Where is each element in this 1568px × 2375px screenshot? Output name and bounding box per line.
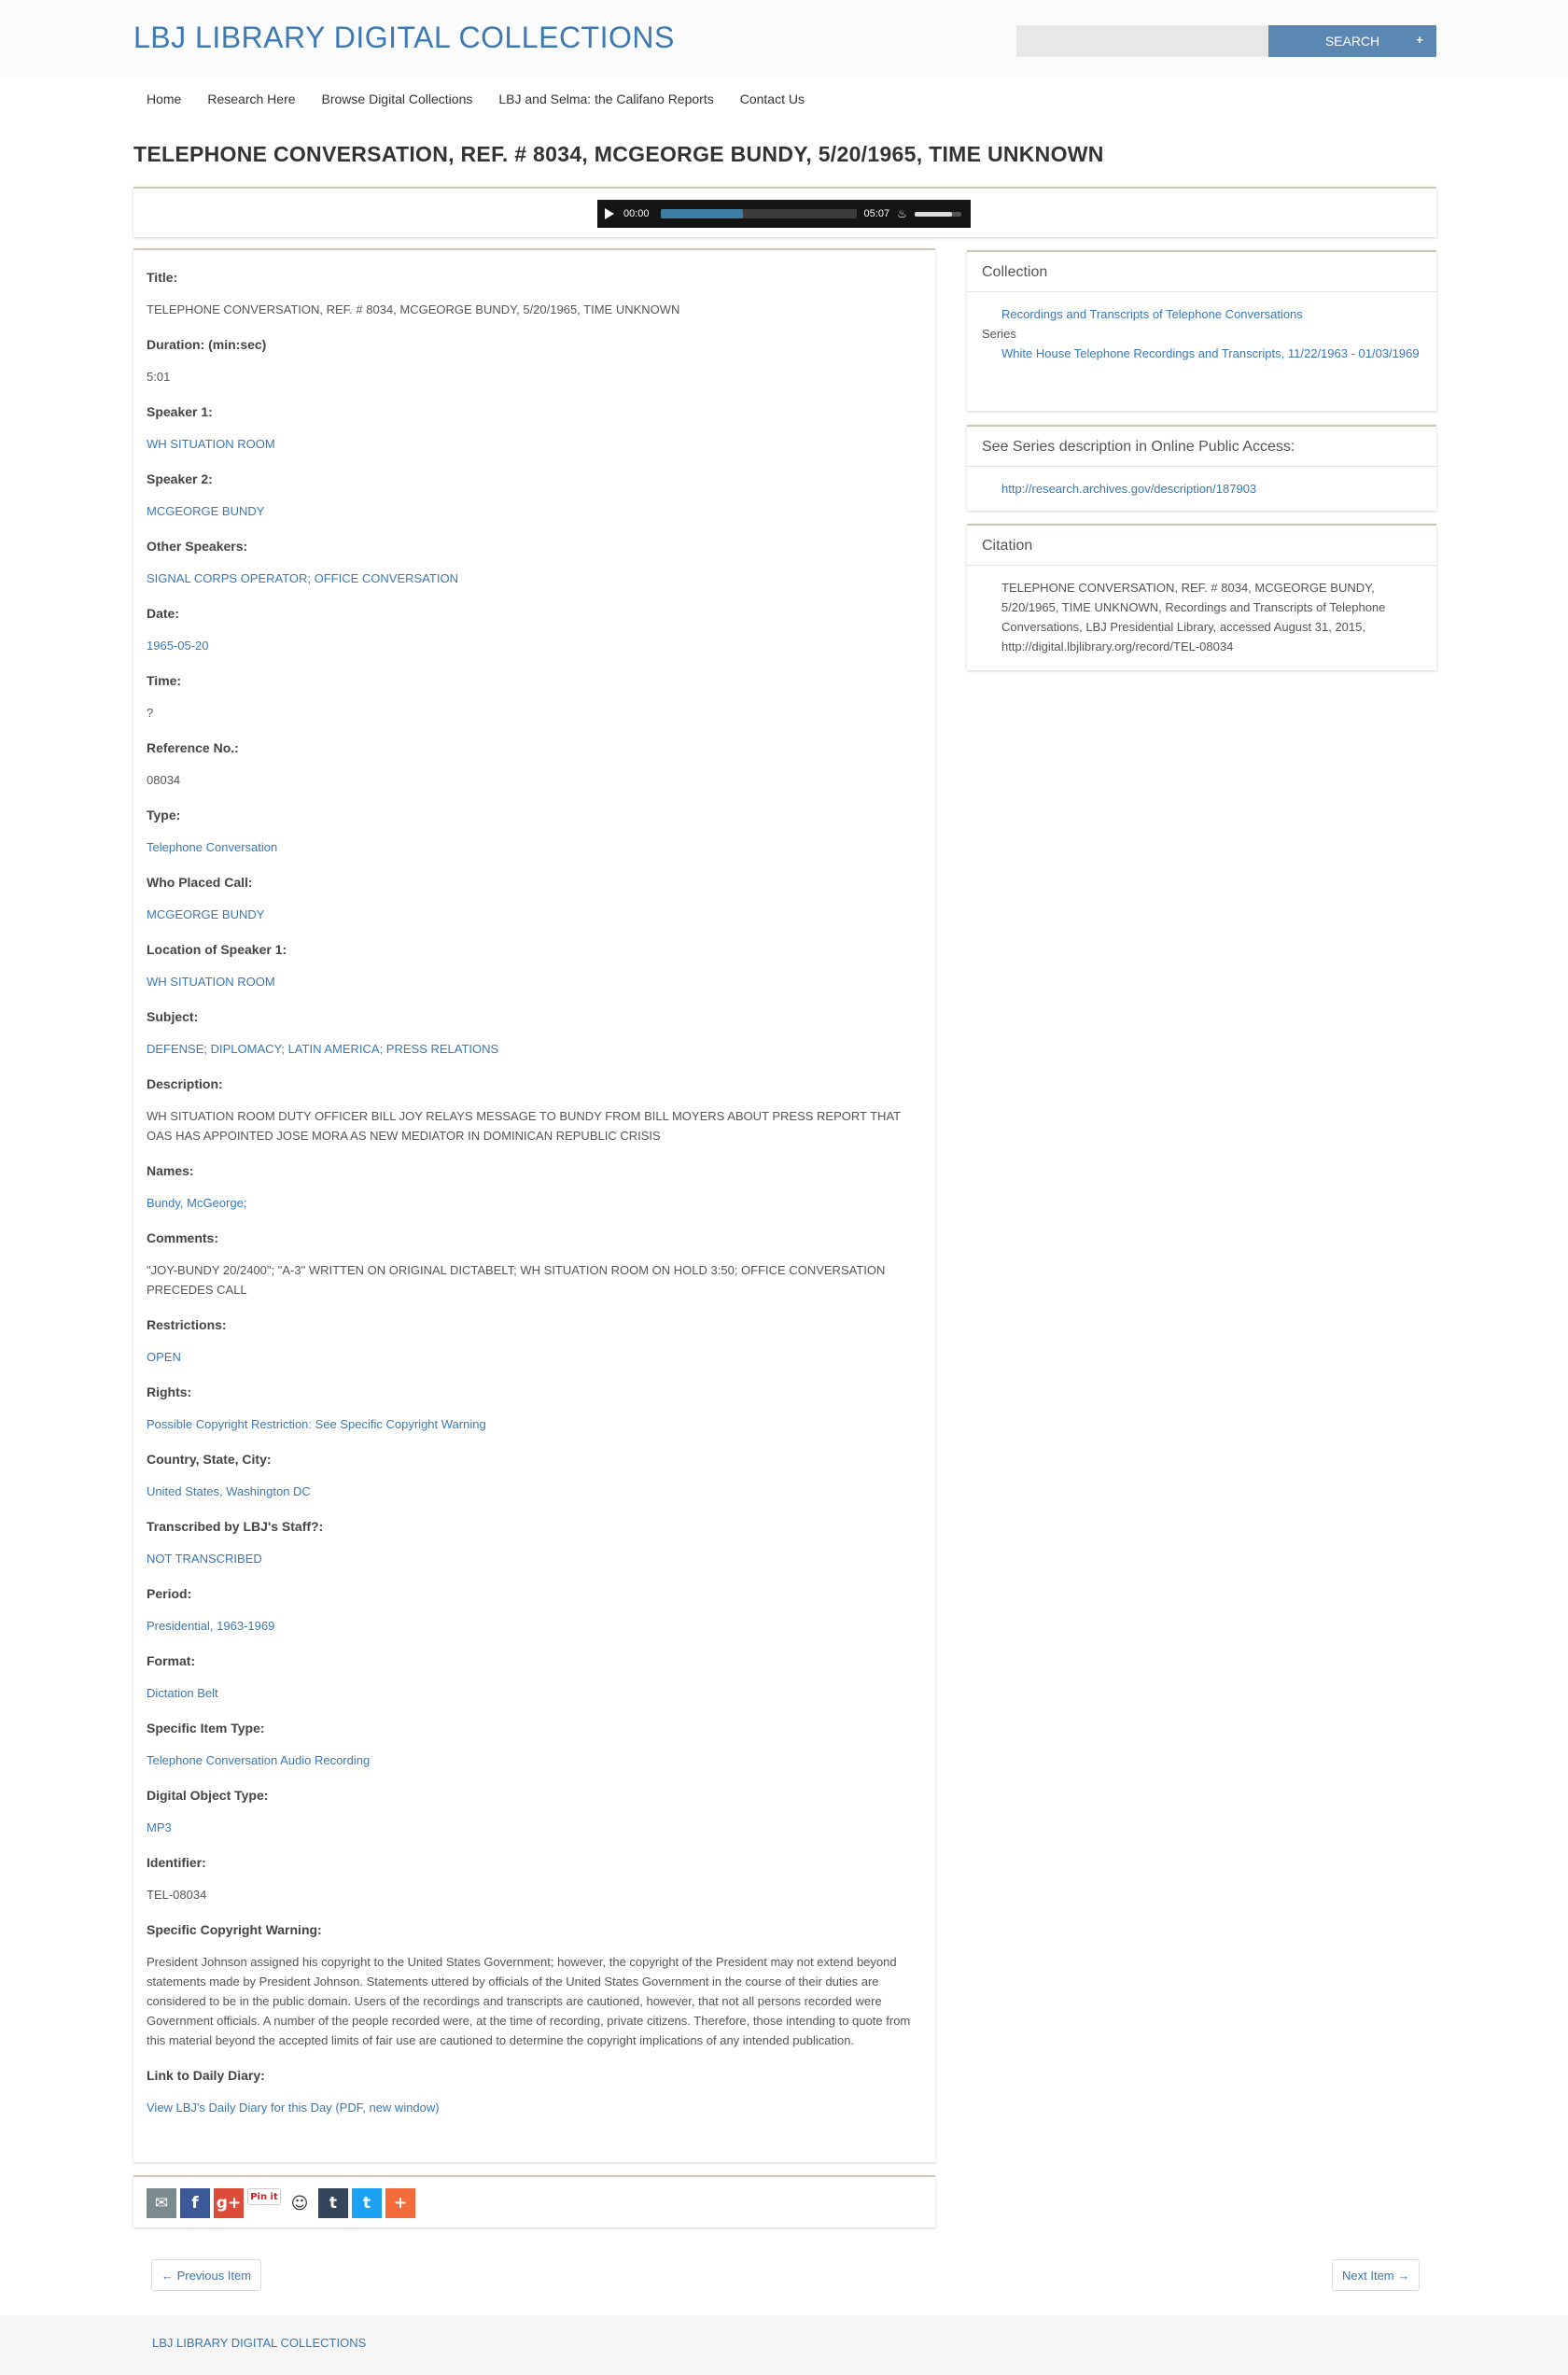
- field-value[interactable]: OPEN: [147, 1350, 181, 1364]
- nav-lbj-and-selma[interactable]: LBJ and Selma: the Califano Reports: [498, 91, 714, 106]
- share-icons: [147, 2188, 415, 2218]
- field-label: Rights:: [147, 1384, 192, 1399]
- field-label: Description:: [147, 1076, 223, 1091]
- search-button-label: SEARCH: [1324, 34, 1380, 49]
- current-time: 00:00: [623, 208, 650, 219]
- footer-title[interactable]: LBJ LIBRARY DIGITAL COLLECTIONS: [152, 2336, 367, 2350]
- search-button[interactable]: [1268, 25, 1436, 57]
- citation-text: TELEPHONE CONVERSATION, REF. # 8034, MCGEORGE BUNDY, 5/20/1965, TIME UNKNOWN, Recordings and Transcripts of Telephone Conversations, LBJ Presidential Library, accessed August 31, 2015, http://digital.lbjlibrary.org/record/TEL-08034: [1001, 581, 1386, 653]
- nav-home[interactable]: Home: [147, 91, 182, 106]
- field-label: Identifier:: [147, 1855, 206, 1870]
- field-value[interactable]: Telephone Conversation: [147, 840, 278, 854]
- field-value[interactable]: Dictation Belt: [147, 1686, 218, 1700]
- field-label: Duration: (min:sec): [147, 337, 267, 352]
- field-label: Speaker 2:: [147, 471, 213, 486]
- volume-icon[interactable]: ♨: [897, 207, 907, 220]
- site-title[interactable]: LBJ LIBRARY DIGITAL COLLECTIONS: [133, 21, 675, 54]
- field-label: Names:: [147, 1163, 194, 1178]
- field-label: Link to Daily Diary:: [147, 2068, 265, 2083]
- field-label: Reference No.:: [147, 740, 239, 755]
- pinterest-icon[interactable]: Pin it: [247, 2188, 281, 2205]
- field-value: ?: [147, 706, 154, 720]
- field-value: "JOY-BUNDY 20/2400"; "A-3" WRITTEN ON ORIGINAL DICTABELT; WH SITUATION ROOM ON HOLD 3:50; OFFICE CONVERSATION PRECEDES CALL: [147, 1263, 886, 1297]
- volume-slider[interactable]: [915, 212, 961, 217]
- field-label: Time:: [147, 673, 182, 688]
- field-value[interactable]: MCGEORGE BUNDY: [147, 907, 265, 921]
- metadata-fields: [147, 269, 922, 2117]
- twitter-icon[interactable]: t: [352, 2188, 382, 2218]
- field-value[interactable]: NOT TRANSCRIBED: [147, 1552, 262, 1566]
- site-header: [0, 0, 1568, 78]
- field-label: Who Placed Call:: [147, 875, 253, 890]
- field-value[interactable]: Bundy, McGeorge;: [147, 1196, 247, 1210]
- citation-panel: [967, 524, 1436, 670]
- progress-fill: [661, 209, 743, 218]
- field-value: TELEPHONE CONVERSATION, REF. # 8034, MCGEORGE BUNDY, 5/20/1965, TIME UNKNOWN: [147, 302, 680, 316]
- field-label: Other Speakers:: [147, 539, 248, 554]
- field-label: Specific Copyright Warning:: [147, 1922, 322, 1937]
- field-value[interactable]: View LBJ's Daily Diary for this Day (PDF, new window): [147, 2101, 440, 2115]
- reddit-icon[interactable]: ☺: [285, 2188, 315, 2218]
- field-value[interactable]: Presidential, 1963-1969: [147, 1619, 275, 1633]
- metadata-card: [133, 248, 935, 2162]
- field-value: WH SITUATION ROOM DUTY OFFICER BILL JOY RELAYS MESSAGE TO BUNDY FROM BILL MOYERS ABOUT PRESS REPORT THAT OAS HAS APPOINTED JOSE MORA AS NEW MEDIATOR IN DOMINICAN REPUBLIC CRISIS: [147, 1109, 901, 1143]
- field-label: Speaker 1:: [147, 404, 213, 419]
- play-icon[interactable]: [605, 208, 614, 219]
- audio-player: [597, 200, 971, 228]
- total-time: 05:07: [863, 208, 890, 219]
- progress-bar[interactable]: [661, 209, 857, 218]
- player-card: [133, 187, 1436, 237]
- collection-heading: Collection: [967, 252, 1436, 292]
- citation-heading: Citation: [967, 526, 1436, 566]
- field-value[interactable]: WH SITUATION ROOM: [147, 437, 275, 451]
- share-card: [133, 2175, 935, 2227]
- main-nav: [133, 90, 818, 108]
- field-label: Title:: [147, 270, 178, 285]
- field-value: 08034: [147, 773, 181, 787]
- field-label: Country, State, City:: [147, 1452, 272, 1467]
- field-label: Period:: [147, 1586, 192, 1601]
- field-value[interactable]: WH SITUATION ROOM: [147, 975, 275, 989]
- field-label: Restrictions:: [147, 1317, 227, 1332]
- field-value: President Johnson assigned his copyright to the United States Government; however, the copyright of the President may not extend beyond statements made by President Johnson. Statements uttered by officials of the United States Government in the course of their duties are considered to be in the public domain. Users of the recordings and transcripts are cautioned, however, that not all persons recorded were Government officials. A number of the people recorded were, at the time of recording, private citizens. Therefore, those intending to quote from this material beyond the accepted limits of fair use are cautioned to determine the copyright implications of any intended publication.: [147, 1955, 911, 2047]
- field-label: Location of Speaker 1:: [147, 942, 287, 957]
- nav-research-here[interactable]: Research Here: [207, 91, 296, 106]
- nav-browse-digital-collections[interactable]: Browse Digital Collections: [321, 91, 473, 106]
- next-item-button[interactable]: Next Item →: [1332, 2259, 1420, 2291]
- field-value[interactable]: DEFENSE; DIPLOMACY; LATIN AMERICA; PRESS RELATIONS: [147, 1042, 499, 1056]
- field-label: Specific Item Type:: [147, 1721, 265, 1736]
- field-value[interactable]: MCGEORGE BUNDY: [147, 504, 265, 518]
- previous-item-button[interactable]: ← Previous Item: [151, 2259, 261, 2291]
- volume-fill: [915, 212, 952, 217]
- page-title: TELEPHONE CONVERSATION, REF. # 8034, MCGEORGE BUNDY, 5/20/1965, TIME UNKNOWN: [133, 142, 1104, 166]
- osa-heading: See Series description in Online Public Access:: [967, 427, 1436, 467]
- facebook-icon[interactable]: f: [180, 2188, 210, 2218]
- plus-icon: +: [1416, 33, 1423, 47]
- osa-link[interactable]: http://research.archives.gov/description/187903: [1001, 482, 1257, 496]
- site-footer: [0, 2315, 1568, 2375]
- series-label: Series: [982, 327, 1016, 341]
- email-icon[interactable]: ✉: [147, 2188, 176, 2218]
- field-label: Transcribed by LBJ's Staff?:: [147, 1519, 324, 1534]
- field-value: TEL-08034: [147, 1888, 207, 1902]
- field-label: Comments:: [147, 1230, 219, 1245]
- search-input[interactable]: [1016, 25, 1268, 57]
- field-value[interactable]: Telephone Conversation Audio Recording: [147, 1753, 371, 1767]
- series-link[interactable]: White House Telephone Recordings and Transcripts, 11/22/1963 - 01/03/1969: [1001, 346, 1420, 360]
- field-label: Digital Object Type:: [147, 1788, 269, 1803]
- field-label: Date:: [147, 606, 180, 621]
- online-public-access-panel: [967, 425, 1436, 511]
- field-value[interactable]: United States, Washington DC: [147, 1484, 311, 1498]
- tumblr-icon[interactable]: t: [318, 2188, 348, 2218]
- nav-contact-us[interactable]: Contact Us: [739, 91, 805, 106]
- field-label: Subject:: [147, 1009, 199, 1024]
- google-plus-icon[interactable]: g+: [214, 2188, 244, 2218]
- more-icon[interactable]: +: [385, 2188, 415, 2218]
- collection-panel: [967, 250, 1436, 411]
- field-label: Format:: [147, 1653, 196, 1668]
- field-value[interactable]: SIGNAL CORPS OPERATOR; OFFICE CONVERSATION: [147, 571, 458, 585]
- field-value: 5:01: [147, 370, 171, 384]
- field-value[interactable]: 1965-05-20: [147, 639, 209, 653]
- field-label: Type:: [147, 808, 181, 822]
- collection-link[interactable]: Recordings and Transcripts of Telephone Conversations: [1001, 307, 1303, 321]
- field-value[interactable]: Possible Copyright Restriction: See Specific Copyright Warning: [147, 1417, 486, 1431]
- field-value[interactable]: MP3: [147, 1820, 172, 1834]
